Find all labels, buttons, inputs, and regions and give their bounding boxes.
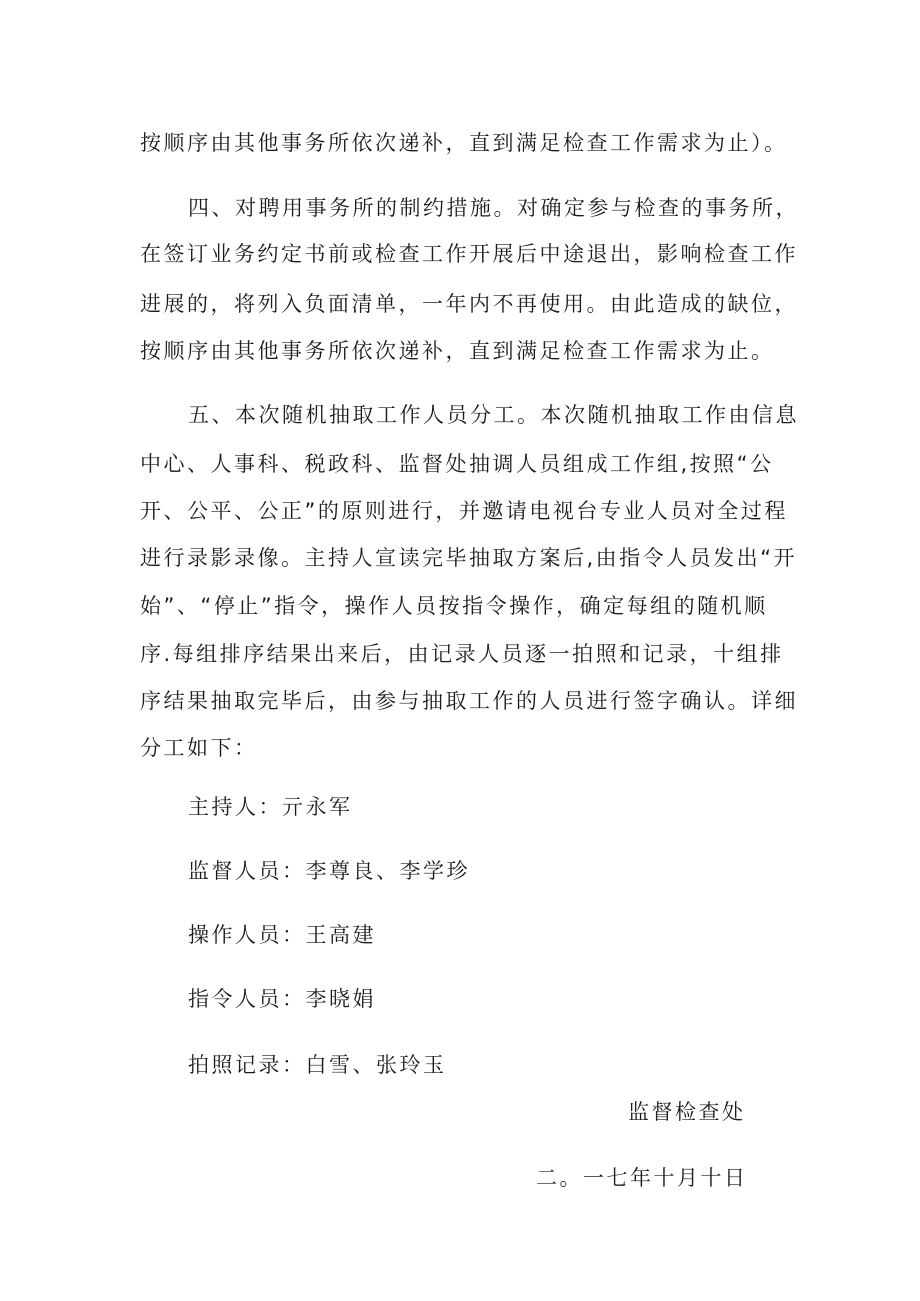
section5-line: 始”、“停止”指令，操作人员按指令操作，确定每组的随机顺 bbox=[140, 594, 768, 618]
staff-supervisors: 监督人员：李尊良、李学珍 bbox=[188, 859, 470, 883]
section5-line: 序结果抽取完毕后，由参与抽取工作的人员进行签字确认。详细 bbox=[140, 689, 798, 713]
section4-line: 四、对聘用事务所的制约措施。对确定参与检查的事务所， bbox=[188, 196, 799, 220]
section5-line: 序.每组排序结果出来后，由记录人员逐一拍照和记录，十组排 bbox=[140, 642, 784, 666]
section4-line: 在签订业务约定书前或检查工作开展后中途退出，影响检查工作 bbox=[140, 242, 798, 266]
signature-date: 二。一七年十月十日 bbox=[536, 1166, 748, 1190]
section4-line: 进展的，将列入负面清单，一年内不再使用。由此造成的缺位， bbox=[140, 292, 798, 316]
signature-department: 监督检查处 bbox=[628, 1100, 746, 1124]
staff-recorders: 拍照记录：白雪、张玲玉 bbox=[188, 1053, 447, 1077]
intro-tail-line: 按顺序由其他事务所依次递补，直到满足检查工作需求为止）。 bbox=[140, 131, 788, 155]
staff-operator: 操作人员：王高建 bbox=[188, 923, 376, 947]
section5-line: 开、公平、公正”的原则进行，并邀请电视台专业人员对全过程 bbox=[140, 499, 788, 523]
section5-line: 分工如下： bbox=[140, 736, 258, 760]
staff-commander: 指令人员：李晓娟 bbox=[188, 987, 376, 1011]
staff-host: 主持人：亓永军 bbox=[188, 795, 353, 819]
section5-line: 中心、人事科、税政科、监督处抽调人员组成工作组,按照“公 bbox=[140, 452, 774, 476]
section5-line: 五、本次随机抽取工作人员分工。本次随机抽取工作由信息 bbox=[188, 403, 799, 427]
section4-line: 按顺序由其他事务所依次递补，直到满足检查工作需求为止。 bbox=[140, 339, 775, 363]
section5-line: 进行录影录像。主持人宣读完毕抽取方案后,由指令人员发出“开 bbox=[140, 546, 798, 570]
